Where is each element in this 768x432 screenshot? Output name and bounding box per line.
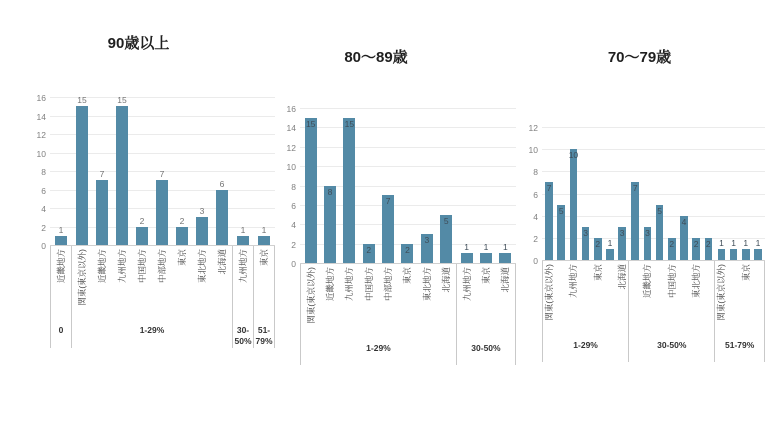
- category-label-cell: [654, 261, 666, 337]
- bar-value-label: 1: [58, 224, 64, 235]
- category-label-cell: [398, 264, 417, 340]
- plot-area: [542, 127, 765, 261]
- y-tick-label: 0: [291, 259, 296, 269]
- category-label-cell: [580, 261, 592, 337]
- axis-groups: [50, 246, 275, 348]
- category-label-cell: [457, 264, 476, 340]
- bar-slot: [417, 108, 436, 263]
- bar-value-label: 2: [366, 244, 372, 255]
- bar-group: [628, 127, 714, 260]
- bar-value-label: 5: [657, 205, 662, 216]
- axis-group: [232, 246, 253, 348]
- category-label-cell: [437, 264, 456, 340]
- category-label-cell: [476, 264, 495, 340]
- title-plot-spacer: [280, 68, 516, 108]
- chart-body: [280, 68, 516, 365]
- category-label: 中国地方: [666, 264, 677, 299]
- category-label-cell: [254, 246, 274, 322]
- category-label-cell: [629, 261, 641, 337]
- bar-value-label: 2: [595, 238, 601, 249]
- category-label-cell: [417, 264, 436, 340]
- category-labels: [254, 246, 274, 322]
- bar-value-label: 3: [199, 206, 205, 217]
- bar-group: [253, 97, 275, 245]
- bar: [96, 180, 108, 245]
- category-label: 東北地方: [421, 267, 432, 302]
- bar-value-label: 1: [240, 224, 246, 235]
- category-label-cell: [543, 261, 555, 337]
- category-label: 九州地方: [238, 249, 248, 284]
- bar: [156, 180, 168, 245]
- bar: [742, 249, 750, 260]
- axis-group-label: 30-50%: [234, 325, 252, 347]
- category-label: 関東(東京以外): [716, 264, 727, 321]
- bar: [461, 253, 473, 263]
- bar-slot: [752, 127, 764, 260]
- y-tick-label: 0: [41, 241, 46, 251]
- chart-body: [522, 68, 765, 362]
- y-tick-label: 4: [533, 211, 538, 222]
- category-labels: [457, 264, 515, 340]
- category-labels: [301, 264, 456, 340]
- bar-group: [300, 108, 456, 263]
- y-tick-label: 12: [286, 142, 296, 153]
- bar: [754, 249, 762, 260]
- category-label: 九州地方: [568, 264, 579, 299]
- bar-value-label: 2: [405, 244, 410, 255]
- category-label: 東京: [259, 249, 269, 267]
- y-tick-label: 6: [41, 185, 46, 196]
- axis-groups: [300, 264, 516, 365]
- category-label: 近畿地方: [325, 267, 336, 302]
- category-label-cell: [678, 261, 690, 337]
- category-label-cell: [616, 261, 628, 337]
- category-axis: [30, 246, 275, 348]
- category-label-cell: [567, 261, 579, 337]
- chart-80-89: [280, 48, 516, 365]
- bar-value-label: 15: [344, 118, 355, 129]
- axis-group-label: 1-29%: [139, 325, 165, 335]
- bar-value-label: 3: [424, 234, 430, 245]
- axis-group: [253, 246, 275, 348]
- bar-slot: [233, 97, 253, 245]
- category-label-cell: [233, 246, 253, 322]
- bar-slot: [629, 127, 641, 260]
- axis-groups: [542, 261, 765, 362]
- bar-slot: [340, 108, 359, 263]
- bar-slot: [212, 97, 232, 245]
- bar-value-label: 5: [558, 205, 564, 216]
- plot-row: [522, 123, 765, 266]
- category-labels: [543, 261, 628, 337]
- category-labels: [233, 246, 253, 322]
- category-label-cell: [172, 246, 192, 322]
- category-label-cell: [740, 261, 752, 337]
- plot-area: [300, 108, 516, 264]
- axis-group: [628, 261, 714, 362]
- bar: [606, 249, 614, 260]
- chart-70-79: [522, 48, 765, 362]
- y-tick-label: 12: [36, 130, 46, 140]
- bar-value-label: 3: [619, 227, 625, 238]
- category-label: 東京: [402, 267, 413, 285]
- category-label-cell: [666, 261, 678, 337]
- bar-value-label: 1: [719, 237, 724, 248]
- bar-slot: [567, 127, 579, 260]
- category-axis: [280, 264, 516, 365]
- y-tick-label: 12: [528, 123, 538, 133]
- category-label: 北海道: [500, 267, 511, 293]
- axis-group: [542, 261, 628, 362]
- category-labels: [629, 261, 714, 337]
- bar-slot: [51, 97, 71, 245]
- category-label-cell: [192, 246, 212, 322]
- bars-layer: [300, 108, 516, 263]
- title-plot-spacer: [522, 68, 765, 127]
- category-label-cell: [604, 261, 616, 337]
- category-label-cell: [641, 261, 653, 337]
- axis-left-pad: [30, 246, 50, 348]
- category-label-cell: [152, 246, 172, 322]
- y-tick-label: 10: [528, 145, 538, 156]
- y-tick-label: 4: [41, 204, 46, 214]
- category-labels: [72, 246, 232, 322]
- bar: [324, 186, 336, 264]
- bar-slot: [616, 127, 628, 260]
- category-label-cell: [728, 261, 740, 337]
- y-tick-label: 2: [41, 222, 46, 233]
- category-label: 近畿地方: [642, 264, 653, 299]
- category-label: 近畿地方: [97, 249, 107, 284]
- bar: [343, 118, 355, 263]
- bar: [237, 236, 249, 245]
- category-label-cell: [301, 264, 320, 340]
- category-label: 東北地方: [691, 264, 702, 299]
- bar-slot: [666, 127, 678, 260]
- bars-layer: [50, 97, 275, 245]
- category-label-cell: [112, 246, 132, 322]
- bar-value-label: 2: [179, 215, 185, 226]
- bar-slot: [92, 97, 112, 245]
- bar-slot: [320, 108, 339, 263]
- category-label-cell: [715, 261, 727, 337]
- bar-value-label: 1: [755, 237, 761, 248]
- chart-90-and-over: [30, 34, 275, 348]
- category-label-cell: [690, 261, 702, 337]
- category-label: 九州地方: [461, 267, 472, 302]
- bar: [718, 249, 726, 260]
- axis-group-label: 30-50%: [471, 343, 501, 353]
- bar-slot: [496, 108, 515, 263]
- y-tick-label: 2: [291, 239, 296, 250]
- bar-value-label: 3: [583, 227, 588, 238]
- bar: [216, 190, 228, 246]
- axis-group-label: 51-79%: [725, 340, 755, 350]
- bar-value-label: 1: [464, 242, 469, 253]
- bar-slot: [378, 108, 397, 263]
- bar-value-label: 3: [645, 227, 650, 238]
- bar-value-label: 10: [568, 150, 579, 161]
- bar-value-label: 1: [261, 224, 267, 235]
- bar: [258, 236, 270, 245]
- bar: [499, 253, 511, 263]
- bar-slot: [604, 127, 616, 260]
- category-label: 中国地方: [363, 267, 374, 302]
- bar: [196, 217, 208, 245]
- bar-slot: [457, 108, 476, 263]
- bar-value-label: 1: [607, 237, 613, 248]
- chart-title: 80～89歳: [344, 49, 408, 66]
- axis-group-label: 51-79%: [255, 325, 273, 347]
- bar-value-label: 5: [443, 215, 449, 226]
- category-label-cell: [51, 246, 71, 322]
- category-label-cell: [496, 264, 515, 340]
- bar: [730, 249, 738, 260]
- bar-value-label: 7: [632, 183, 638, 194]
- bar-value-label: 2: [139, 215, 145, 226]
- bar-value-label: 8: [327, 186, 333, 197]
- category-label-cell: [72, 246, 92, 322]
- axis-group-label: 0: [58, 325, 64, 335]
- axis-group-label: 1-29%: [573, 340, 598, 350]
- category-labels: [51, 246, 71, 322]
- bar-slot: [555, 127, 567, 260]
- category-label-cell: [752, 261, 764, 337]
- y-axis: [280, 104, 300, 269]
- bar: [631, 182, 639, 260]
- plot-area: [50, 97, 275, 246]
- category-labels: [715, 261, 764, 337]
- axis-left-pad: [522, 261, 542, 362]
- category-label: 東京: [480, 267, 491, 285]
- category-label: 北海道: [441, 267, 452, 293]
- bar: [570, 149, 578, 260]
- category-label: 北海道: [617, 264, 628, 290]
- category-label: 九州地方: [117, 249, 127, 284]
- category-label: 中国地方: [137, 249, 147, 284]
- bar-slot: [301, 108, 320, 263]
- bar: [55, 236, 67, 245]
- category-label: 九州地方: [344, 267, 355, 302]
- axis-group: [300, 264, 456, 365]
- category-label-cell: [702, 261, 714, 337]
- category-label: 東北地方: [197, 249, 207, 284]
- bar-group: [50, 97, 71, 245]
- plot-row: [280, 104, 516, 269]
- y-tick-label: 16: [36, 93, 46, 103]
- y-tick-label: 0: [533, 256, 538, 266]
- bar: [176, 227, 188, 246]
- category-label: 中部地方: [157, 249, 167, 284]
- category-label: 中部地方: [383, 267, 394, 302]
- bar-value-label: 2: [669, 238, 675, 249]
- category-label-cell: [212, 246, 232, 322]
- y-tick-label: 8: [533, 167, 538, 178]
- bar: [136, 227, 148, 246]
- bar-slot: [192, 97, 212, 245]
- bar-slot: [359, 108, 378, 263]
- bar-value-label: 2: [693, 238, 699, 249]
- bar-slot: [543, 127, 555, 260]
- y-axis: [30, 93, 50, 251]
- category-axis: [522, 261, 765, 362]
- axis-group: [50, 246, 71, 348]
- axis-left-pad: [280, 264, 300, 365]
- y-tick-label: 8: [41, 167, 46, 177]
- chart-title: 70～79歳: [607, 49, 672, 66]
- category-label: 関東(東京以外): [77, 249, 87, 306]
- category-label-cell: [378, 264, 397, 340]
- bar-slot: [641, 127, 653, 260]
- bar: [545, 182, 553, 260]
- category-label: 近畿地方: [56, 249, 66, 284]
- category-label-cell: [340, 264, 359, 340]
- y-tick-label: 14: [36, 111, 46, 122]
- axis-group-label: 1-29%: [366, 343, 391, 353]
- bar-group: [542, 127, 628, 260]
- bar-value-label: 1: [731, 237, 736, 248]
- bar-group: [714, 127, 765, 260]
- category-label: 関東(東京以外): [544, 264, 555, 321]
- bar-value-label: 1: [502, 242, 508, 253]
- category-label: 東京: [592, 264, 603, 282]
- bar-value-label: 15: [305, 118, 316, 129]
- axis-group-label: 30-50%: [657, 340, 687, 350]
- bar-value-label: 6: [219, 178, 225, 189]
- bar-group: [456, 108, 516, 263]
- bars-layer: [542, 127, 765, 260]
- category-label-cell: [132, 246, 152, 322]
- axis-group: [714, 261, 765, 362]
- y-tick-label: 16: [286, 104, 296, 114]
- category-label: 東京: [177, 249, 187, 267]
- bar-slot: [172, 97, 192, 245]
- bar-slot: [254, 97, 274, 245]
- y-tick-label: 6: [291, 200, 296, 211]
- bar-value-label: 7: [385, 196, 391, 207]
- bar-value-label: 15: [77, 95, 87, 106]
- bar-value-label: 15: [117, 95, 127, 106]
- category-label-cell: [92, 246, 112, 322]
- y-tick-label: 10: [286, 162, 296, 173]
- bar-group: [71, 97, 232, 245]
- chart-title: 90歳以上: [107, 35, 170, 52]
- y-tick-label: 14: [286, 123, 296, 134]
- y-tick-label: 6: [533, 189, 538, 200]
- category-label-cell: [320, 264, 339, 340]
- bar-slot: [437, 108, 456, 263]
- bar-slot: [476, 108, 495, 263]
- y-tick-label: 4: [291, 220, 296, 231]
- y-tick-label: 10: [36, 148, 46, 159]
- bar-value-label: 7: [99, 169, 105, 180]
- y-tick-label: 2: [533, 233, 538, 244]
- axis-group: [71, 246, 232, 348]
- bar-value-label: 1: [743, 237, 749, 248]
- category-label: 東京: [740, 264, 751, 282]
- category-label-cell: [592, 261, 604, 337]
- axis-group: [456, 264, 516, 365]
- category-label-cell: [359, 264, 378, 340]
- bar-value-label: 1: [483, 242, 489, 253]
- plot-row: [30, 93, 275, 251]
- category-label-cell: [555, 261, 567, 337]
- bar-value-label: 7: [546, 183, 552, 194]
- chart-body: [30, 54, 275, 348]
- bar-value-label: 7: [159, 169, 165, 180]
- y-tick-label: 8: [291, 181, 296, 192]
- category-label: 関東(東京以外): [305, 267, 316, 324]
- category-label: 北海道: [217, 249, 227, 275]
- bar: [480, 253, 492, 263]
- title-plot-spacer: [30, 54, 275, 97]
- bar-value-label: 4: [681, 216, 687, 227]
- bar-group: [232, 97, 253, 245]
- bar-value-label: 2: [705, 238, 711, 249]
- y-axis: [522, 123, 542, 266]
